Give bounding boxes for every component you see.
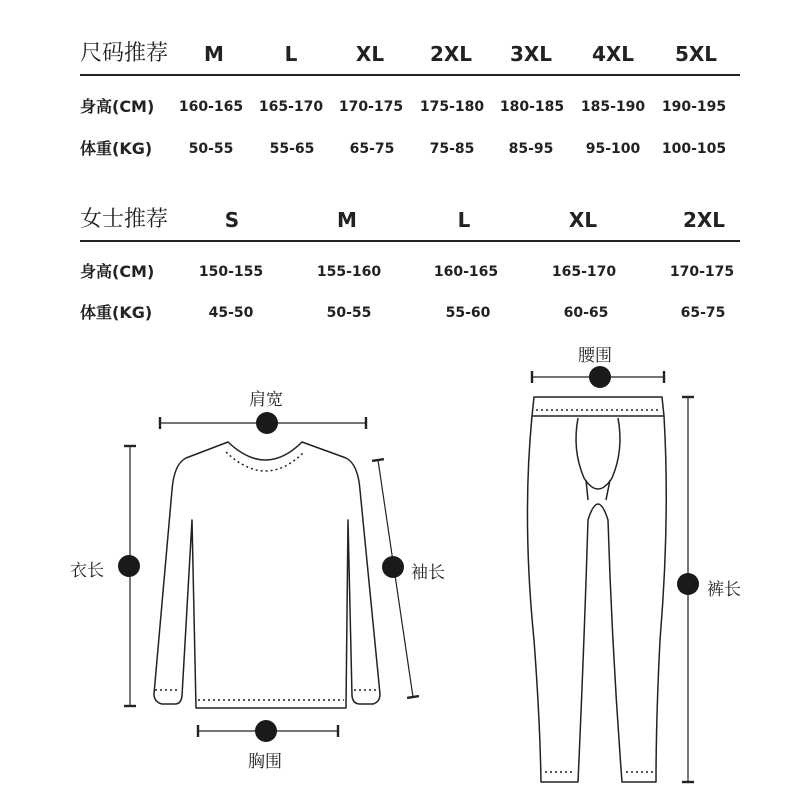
women-weight-label: 体重(KG) — [80, 303, 153, 322]
men-height-value: 185-190 — [580, 99, 646, 115]
sleeve-length-label: 袖长 — [411, 563, 445, 583]
women-height-value: 150-155 — [198, 264, 264, 280]
men-size-l: L — [284, 42, 298, 66]
shoulder-width-label: 肩宽 — [249, 390, 283, 410]
men-size-3xl: 3XL — [509, 42, 553, 66]
chest-dot — [255, 720, 277, 742]
women-size-m: M — [337, 208, 357, 232]
men-height-value: 180-185 — [499, 99, 565, 115]
men-height-label: 身高(CM) — [80, 97, 155, 116]
women-size-s: S — [224, 208, 240, 232]
men-size-2xl: 2XL — [429, 42, 473, 66]
women-height-value: 155-160 — [316, 264, 382, 280]
pants-length-dot — [677, 573, 699, 595]
men-table-title: 尺码推荐 — [80, 41, 169, 66]
chest-label: 胸围 — [248, 752, 282, 772]
waist-dot — [589, 366, 611, 388]
pants-length-label: 裤长 — [707, 580, 741, 600]
women-size-l: L — [457, 208, 471, 232]
men-weight-value: 65-75 — [349, 141, 395, 157]
women-size-xl: XL — [568, 208, 598, 232]
men-size-m: M — [204, 42, 224, 66]
long-sleeve-top-illustration — [154, 442, 380, 708]
men-height-value: 170-175 — [338, 99, 404, 115]
women-weight-value: 55-60 — [445, 305, 491, 321]
men-weight-label: 体重(KG) — [80, 139, 153, 158]
men-weight-value: 50-55 — [188, 141, 234, 157]
women-size-2xl: 2XL — [682, 208, 726, 232]
men-weight-value: 75-85 — [429, 141, 475, 157]
top-length-label: 衣长 — [70, 561, 104, 581]
women-table-title: 女士推荐 — [80, 207, 169, 232]
women-height-label: 身高(CM) — [80, 262, 155, 281]
sleeve-length-line — [378, 460, 413, 697]
men-height-value: 190-195 — [661, 99, 727, 115]
top-length-dot — [118, 555, 140, 577]
women-weight-value: 45-50 — [208, 305, 254, 321]
measurement-lines — [130, 377, 688, 782]
men-weight-value: 85-95 — [508, 141, 554, 157]
waist-label: 腰围 — [578, 346, 612, 366]
men-height-value: 175-180 — [419, 99, 485, 115]
men-size-4xl: 4XL — [591, 42, 635, 66]
women-height-value: 165-170 — [551, 264, 617, 280]
shoulder-width-dot — [256, 412, 278, 434]
men-height-value: 160-165 — [178, 99, 244, 115]
men-weight-value: 95-100 — [585, 141, 641, 157]
women-weight-value: 50-55 — [326, 305, 372, 321]
men-weight-value: 55-65 — [269, 141, 315, 157]
women-weight-value: 65-75 — [680, 305, 726, 321]
men-weight-value: 100-105 — [661, 141, 727, 157]
women-height-value: 160-165 — [433, 264, 499, 280]
men-size-xl: XL — [355, 42, 385, 66]
men-size-5xl: 5XL — [674, 42, 718, 66]
sleeve-length-dot — [382, 556, 404, 578]
men-height-value: 165-170 — [258, 99, 324, 115]
women-height-value: 170-175 — [669, 264, 735, 280]
long-pants-illustration — [527, 397, 666, 782]
women-weight-value: 60-65 — [563, 305, 609, 321]
